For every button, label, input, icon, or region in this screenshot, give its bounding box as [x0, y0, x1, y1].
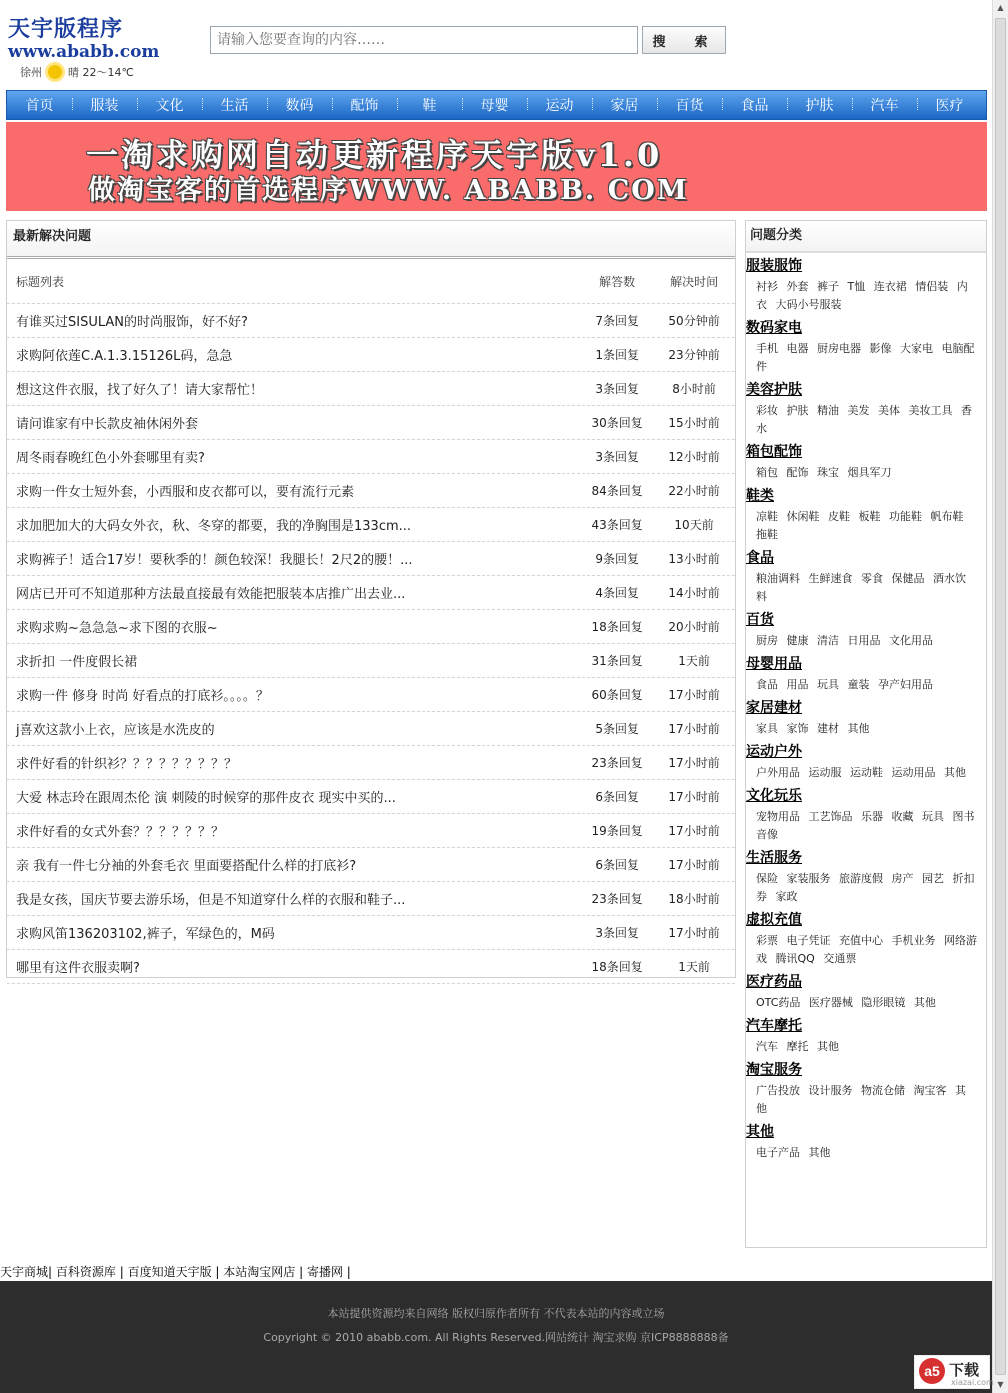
search-button[interactable]: 搜 索: [642, 26, 726, 54]
subcategory-link[interactable]: 园艺: [922, 872, 944, 885]
category-link[interactable]: 医疗药品: [746, 974, 802, 990]
reply-count: 9条回复: [595, 552, 639, 566]
category-link[interactable]: 食品: [746, 550, 774, 566]
subcategory-link[interactable]: 厨房: [756, 634, 778, 647]
question-row: [7, 780, 735, 814]
subcategory-link[interactable]: 外套: [786, 280, 809, 293]
subcategory-list: [746, 568, 986, 606]
question-row: [7, 440, 735, 474]
subcategory-link[interactable]: 淘宝客: [913, 1084, 947, 1097]
subcategory-link[interactable]: 房产: [891, 872, 914, 885]
subcategory-link[interactable]: 腾讯QQ: [775, 952, 815, 965]
reply-count: 6条回复: [595, 790, 639, 804]
resolved-time: 22小时前: [668, 484, 720, 498]
subcategory-link[interactable]: 文化用品: [889, 634, 933, 647]
subcategory-link[interactable]: 设计服务: [808, 1084, 853, 1097]
subcategory-link[interactable]: 食品: [756, 678, 778, 691]
subcategory-link[interactable]: 运动服: [808, 766, 842, 779]
promo-banner[interactable]: [6, 122, 987, 211]
resolved-time: 20小时前: [668, 620, 720, 634]
question-title-link[interactable]: 求件好看的针织衫？？？？？？？？？: [16, 757, 238, 772]
subcategory-link[interactable]: 彩票: [756, 934, 778, 947]
category-link[interactable]: 生活服务: [746, 850, 802, 866]
reply-count: 23条回复: [591, 892, 643, 906]
question-row: [7, 644, 735, 678]
subcategory-link[interactable]: 连衣裙: [873, 280, 907, 293]
panel-title: 最新解决问题: [7, 221, 735, 259]
subcategory-link[interactable]: 日用品: [847, 634, 881, 647]
footer-links: 天宇商城| 百科资源库 | 百度知道天宇版 | 本站淘宝网店 | 寄播网 |: [0, 1265, 351, 1279]
subcategory-link[interactable]: 户外用品: [756, 766, 800, 779]
reply-count: 4条回复: [595, 586, 639, 600]
footer-link[interactable]: 本站淘宝网店: [223, 1265, 296, 1279]
subcategory-list: [746, 1080, 986, 1118]
question-title-link[interactable]: j喜欢这款小上衣，应该是水洗皮的: [16, 723, 215, 738]
category-group: [746, 380, 986, 438]
vertical-scrollbar[interactable]: [992, 0, 1008, 1393]
scroll-down-arrow-icon[interactable]: ▼: [997, 1380, 1004, 1389]
nav-item[interactable]: 护肤: [787, 95, 852, 115]
category-link[interactable]: 母婴用品: [746, 656, 802, 672]
subcategory-list: [746, 630, 986, 650]
question-row: [7, 338, 735, 372]
resolved-time: 23分钟前: [668, 348, 720, 362]
question-row: [7, 678, 735, 712]
subcategory-link[interactable]: 功能鞋: [889, 510, 922, 523]
category-group: [746, 318, 986, 376]
subcategory-link[interactable]: 烟具军刀: [847, 466, 892, 479]
subcategory-link[interactable]: 医疗器械: [808, 996, 853, 1009]
category-link[interactable]: 鞋类: [746, 488, 774, 504]
category-group: [746, 910, 986, 968]
category-group: [746, 972, 986, 1012]
scroll-up-arrow-icon[interactable]: ▲: [997, 3, 1004, 12]
subcategory-link[interactable]: 手机业务: [891, 934, 936, 947]
subcategory-link[interactable]: 电器: [786, 342, 809, 355]
subcategory-link[interactable]: 大家电: [900, 342, 933, 355]
question-title-link[interactable]: 想这这件衣服，找了好久了！请大家帮忙！: [16, 383, 264, 398]
question-title-link[interactable]: 求购一件女士短外套，小西服和皮衣都可以，要有流行元素: [16, 485, 355, 500]
subcategory-link[interactable]: 厨房电器: [817, 342, 861, 355]
category-group: [746, 698, 986, 738]
footer-disclaimer: 本站提供资源均来自网络 版权归原作者所有 不代表本站的内容或立场: [327, 1307, 665, 1320]
subcategory-link[interactable]: 其他: [817, 1040, 839, 1053]
nav-item[interactable]: 家居: [592, 95, 657, 115]
category-group: [746, 1016, 986, 1056]
subcategory-link[interactable]: 物流仓储: [861, 1084, 905, 1097]
subcategory-list: [746, 276, 986, 314]
reply-count: 30条回复: [591, 416, 643, 430]
question-title-link[interactable]: 求购风笛136203102,裤子，军绿色的，M码: [16, 927, 275, 942]
weather-text: 晴 22～14℃: [68, 66, 134, 79]
subcategory-link[interactable]: 香水: [756, 404, 972, 435]
subcategory-link[interactable]: 保健品: [891, 572, 925, 585]
subcategory-link[interactable]: 美体: [878, 404, 900, 417]
footer-link[interactable]: 寄播网: [306, 1265, 343, 1279]
category-group: [746, 654, 986, 694]
footer-link[interactable]: 百度知道天宇版: [127, 1265, 212, 1279]
subcategory-link[interactable]: 休闲鞋: [786, 510, 820, 523]
subcategory-link[interactable]: 宠物用品: [756, 810, 800, 823]
subcategory-link[interactable]: 建材: [817, 722, 839, 735]
watermark-site: xiazai.com: [951, 1378, 994, 1387]
weather-widget: [20, 64, 134, 80]
subcategory-link[interactable]: 汽车: [756, 1040, 778, 1053]
question-title-link[interactable]: 有谁买过SISULAN的时尚服饰，好不好?: [16, 315, 248, 330]
subcategory-link[interactable]: 美发: [847, 404, 870, 417]
subcategory-link[interactable]: 工艺饰品: [808, 810, 853, 823]
footer-link[interactable]: 天宇商城: [0, 1265, 49, 1279]
logo-title: 天宇版程序: [8, 16, 124, 42]
subcategory-list: [746, 992, 986, 1012]
subcategory-list: [746, 868, 986, 906]
subcategory-link[interactable]: 运动用品: [891, 766, 936, 779]
category-sidebar: [745, 220, 987, 1248]
question-title-link[interactable]: 求购裤子！适合17岁！要秋季的！颜色较深！我腿长！2尺2的腰！...: [16, 553, 413, 568]
weather-city: 徐州: [20, 66, 42, 79]
category-group: [746, 848, 986, 906]
subcategory-link[interactable]: 大码小号服装: [775, 298, 842, 311]
subcategory-link[interactable]: 隐形眼镜: [861, 996, 906, 1009]
subcategory-link[interactable]: 玩具: [922, 810, 944, 823]
reply-count: 7条回复: [595, 314, 639, 328]
search-input[interactable]: [210, 26, 638, 54]
reply-count: 43条回复: [591, 518, 643, 532]
question-row: [7, 372, 735, 406]
resolved-time: 17小时前: [668, 722, 720, 736]
category-group: [746, 786, 986, 844]
category-link[interactable]: 淘宝服务: [746, 1062, 802, 1078]
question-title-link[interactable]: 求购一件 修身 时尚 好看点的打底衫。。。。？: [16, 689, 269, 704]
list-header: [7, 259, 735, 304]
subcategory-link[interactable]: 旅游度假: [839, 872, 883, 885]
resolved-time: 18小时前: [668, 892, 720, 906]
question-title-link[interactable]: 我是女孩，国庆节要去游乐场，但是不知道穿什么样的衣服和鞋子...: [16, 893, 406, 908]
subcategory-link[interactable]: 配饰: [786, 466, 809, 479]
subcategory-list: [746, 400, 986, 438]
reply-count: 84条回复: [591, 484, 643, 498]
category-link[interactable]: 家居建材: [746, 700, 802, 716]
category-link[interactable]: 服装服饰: [746, 258, 802, 274]
question-list: [7, 304, 735, 984]
subcategory-link[interactable]: 裤子: [817, 280, 839, 293]
subcategory-link[interactable]: 拖鞋: [756, 528, 778, 541]
subcategory-link[interactable]: 清洁: [817, 634, 839, 647]
category-group: [746, 256, 986, 314]
resolved-time: 17小时前: [668, 756, 720, 770]
question-row: [7, 950, 735, 984]
question-row: [7, 406, 735, 440]
subcategory-link[interactable]: 其他: [756, 1084, 966, 1115]
footer-copyright: Copyright © 2010 ababb.com. All Rights Reserved.网站统计 淘宝求购 京ICP8888888备: [263, 1331, 729, 1344]
question-title-link[interactable]: 亲 我有一件七分袖的外套毛衣 里面要搭配什么样的打底衫?: [16, 859, 357, 874]
subcategory-link[interactable]: 健康: [786, 634, 809, 647]
subcategory-link[interactable]: 玩具: [817, 678, 839, 691]
latest-questions-panel: [6, 220, 736, 978]
reply-count: 1条回复: [595, 348, 639, 362]
reply-count: 23条回复: [591, 756, 643, 770]
subcategory-link[interactable]: 折扣券: [756, 872, 975, 903]
a5-logo-icon: a5: [919, 1358, 945, 1384]
question-title-link[interactable]: 请问谁家有中长款皮袖休闲外套: [16, 417, 199, 432]
subcategory-link[interactable]: 精油: [817, 404, 839, 417]
category-link[interactable]: 其他: [746, 1124, 774, 1140]
subcategory-link[interactable]: 彩妆: [756, 404, 778, 417]
subcategory-link[interactable]: 凉鞋: [756, 510, 778, 523]
subcategory-link[interactable]: 珠宝: [817, 466, 839, 479]
subcategory-link[interactable]: 其他: [913, 996, 936, 1009]
resolved-time: 15小时前: [668, 416, 720, 430]
question-title-link[interactable]: 求加肥加大的大码女外衣，秋、冬穿的都要，我的净胸围是133cm...: [16, 519, 412, 534]
reply-count: 6条回复: [595, 858, 639, 872]
subcategory-link[interactable]: 网络游戏: [756, 934, 977, 965]
question-row: [7, 848, 735, 882]
resolved-time: 50分钟前: [668, 314, 720, 328]
subcategory-list: [746, 718, 986, 738]
category-group: [746, 1122, 986, 1162]
question-row: [7, 916, 735, 950]
question-row: [7, 610, 735, 644]
subcategory-list: [746, 1142, 986, 1162]
subcategory-list: [746, 338, 986, 376]
watermark-label: 下载: [949, 1361, 980, 1379]
category-group: [746, 610, 986, 650]
resolved-time: 13小时前: [668, 552, 720, 566]
nav-item[interactable]: 首页: [25, 98, 54, 114]
question-title-link[interactable]: 求购求购~急急急~求下图的衣服~: [16, 621, 218, 636]
nav-item[interactable]: 配饰: [332, 95, 397, 115]
logo-url: www.ababb.com: [8, 42, 160, 62]
footer-link[interactable]: 百科资源库: [55, 1265, 116, 1279]
nav-item[interactable]: 数码: [267, 95, 332, 115]
subcategory-link[interactable]: 手机: [756, 342, 778, 355]
subcategory-link[interactable]: 电脑配件: [756, 342, 975, 373]
subcategory-link[interactable]: 电子凭证: [786, 934, 831, 947]
question-row: [7, 576, 735, 610]
subcategory-link[interactable]: OTC药品: [756, 996, 801, 1009]
subcategory-link[interactable]: 生鲜速食: [808, 572, 853, 585]
subcategory-link[interactable]: 用品: [786, 678, 809, 691]
reply-count: 5条回复: [595, 722, 639, 736]
subcategory-link[interactable]: 零食: [861, 572, 883, 585]
subcategory-list: [746, 806, 986, 844]
question-row: [7, 882, 735, 916]
nav-item[interactable]: 医疗: [917, 95, 982, 115]
question-title-link[interactable]: 求折扣 一件度假长裙: [16, 655, 138, 670]
resolved-time: 1天前: [678, 960, 710, 974]
banner-headline: 一淘求购网自动更新程序天宇版v1.0: [86, 136, 663, 174]
nav-item[interactable]: 汽车: [852, 95, 917, 115]
subcategory-link[interactable]: 美妆工具: [908, 404, 953, 417]
resolved-time: 14小时前: [668, 586, 720, 600]
subcategory-link[interactable]: 影像: [869, 342, 892, 355]
col-time-header: 解决时间: [670, 274, 719, 289]
nav-item[interactable]: 母婴: [462, 95, 527, 115]
category-link[interactable]: 运动户外: [746, 744, 802, 760]
watermark-logo: [914, 1355, 994, 1389]
subcategory-list: [746, 462, 986, 482]
subcategory-link[interactable]: 图书音像: [756, 810, 975, 841]
category-group: [746, 548, 986, 606]
category-list: [746, 256, 986, 1162]
resolved-time: 17小时前: [668, 790, 720, 804]
subcategory-link[interactable]: 粮油调料: [756, 572, 800, 585]
resolved-time: 17小时前: [668, 824, 720, 838]
subcategory-link[interactable]: 乐器: [861, 810, 883, 823]
subcategory-link[interactable]: 箱包: [756, 466, 778, 479]
subcategory-link[interactable]: 其他: [944, 766, 966, 779]
nav-item[interactable]: 鞋: [397, 95, 462, 115]
subcategory-link[interactable]: 充值中心: [839, 934, 883, 947]
category-link[interactable]: 美容护肤: [746, 382, 802, 398]
banner-subline: 做淘宝客的首选程序WWW. ABABB. COM: [88, 175, 689, 206]
question-title-link[interactable]: 哪里有这件衣服卖啊?: [16, 961, 140, 976]
reply-count: 18条回复: [591, 620, 643, 634]
subcategory-link[interactable]: T恤: [847, 280, 866, 293]
reply-count: 3条回复: [595, 382, 639, 396]
resolved-time: 1天前: [678, 654, 710, 668]
nav-item[interactable]: 文化: [137, 95, 202, 115]
sun-icon: [48, 65, 62, 79]
nav-item[interactable]: 服装: [72, 95, 137, 115]
subcategory-link[interactable]: 家具: [756, 722, 778, 735]
subcategory-link[interactable]: 电子产品: [756, 1146, 800, 1159]
question-title-link[interactable]: 大爱 林志玲在跟周杰伦 演 刺陵的时候穿的那件皮衣 现实中买的...: [16, 791, 396, 806]
subcategory-link[interactable]: 情侣装: [915, 280, 949, 293]
question-row: [7, 508, 735, 542]
nav-item[interactable]: 食品: [722, 95, 787, 115]
subcategory-list: [746, 930, 986, 968]
subcategory-link[interactable]: 其他: [847, 722, 870, 735]
main-nav: [6, 90, 987, 120]
category-group: [746, 1060, 986, 1118]
question-row: [7, 474, 735, 508]
subcategory-link[interactable]: 摩托: [786, 1040, 809, 1053]
subcategory-link[interactable]: 皮鞋: [828, 510, 850, 523]
subcategory-link[interactable]: 帆布鞋: [930, 510, 964, 523]
question-title-link[interactable]: 周冬雨春晚红色小外套哪里有卖?: [16, 451, 205, 466]
category-link[interactable]: 数码家电: [746, 320, 802, 336]
question-title-link[interactable]: 求件好看的女式外套？？？？？？？: [16, 825, 225, 840]
category-group: [746, 486, 986, 544]
category-link[interactable]: 汽车摩托: [746, 1018, 802, 1034]
reply-count: 19条回复: [591, 824, 643, 838]
reply-count: 31条回复: [591, 654, 643, 668]
resolved-time: 8小时前: [672, 382, 716, 396]
subcategory-link[interactable]: 家饰: [786, 722, 809, 735]
subcategory-link[interactable]: 板鞋: [858, 510, 881, 523]
subcategory-link[interactable]: 内衣: [756, 280, 968, 311]
resolved-time: 17小时前: [668, 858, 720, 872]
subcategory-link[interactable]: 家装服务: [786, 872, 831, 885]
nav-item[interactable]: 百货: [657, 95, 722, 115]
sidebar-title: 问题分类: [746, 221, 986, 253]
resolved-time: 17小时前: [668, 688, 720, 702]
question-row: [7, 814, 735, 848]
subcategory-link[interactable]: 交通票: [823, 952, 857, 965]
subcategory-link[interactable]: 护肤: [786, 404, 809, 417]
category-group: [746, 742, 986, 782]
subcategory-list: [746, 1036, 986, 1056]
question-title-link[interactable]: 网店已开可不知道那种方法最直接最有效能把服装本店推广出去业...: [16, 587, 406, 602]
reply-count: 3条回复: [595, 926, 639, 940]
scroll-thumb[interactable]: [995, 18, 1006, 1375]
subcategory-link[interactable]: 保险: [756, 872, 778, 885]
subcategory-link[interactable]: 衬衫: [756, 280, 778, 293]
resolved-time: 12小时前: [668, 450, 720, 464]
subcategory-link[interactable]: 孕产妇用品: [878, 678, 933, 691]
resolved-time: 17小时前: [668, 926, 720, 940]
subcategory-link[interactable]: 运动鞋: [850, 766, 883, 779]
question-row: [7, 542, 735, 576]
subcategory-list: [746, 762, 986, 782]
question-row: [7, 712, 735, 746]
question-title-link[interactable]: 求购阿依莲C.A.1.3.15126L码，急急: [16, 349, 233, 364]
category-link[interactable]: 箱包配饰: [746, 444, 802, 460]
question-row: [7, 304, 735, 338]
reply-count: 3条回复: [595, 450, 639, 464]
category-link[interactable]: 百货: [746, 612, 774, 628]
subcategory-link[interactable]: 酒水饮料: [756, 572, 966, 603]
category-link[interactable]: 虚拟充值: [746, 912, 802, 928]
col-count-header: 解答数: [599, 274, 636, 289]
subcategory-link[interactable]: 家政: [775, 890, 798, 903]
subcategory-link[interactable]: 其他: [808, 1146, 831, 1159]
subcategory-list: [746, 506, 986, 544]
reply-count: 60条回复: [591, 688, 643, 702]
nav-item[interactable]: 运动: [527, 95, 592, 115]
reply-count: 18条回复: [591, 960, 643, 974]
category-link[interactable]: 文化玩乐: [746, 788, 802, 804]
nav-item[interactable]: 生活: [202, 95, 267, 115]
col-title-header: 标题列表: [16, 274, 65, 289]
subcategory-link[interactable]: 收藏: [891, 810, 914, 823]
subcategory-link[interactable]: 童装: [847, 678, 870, 691]
category-group: [746, 442, 986, 482]
resolved-time: 10天前: [674, 518, 714, 532]
question-row: [7, 746, 735, 780]
footer: [0, 1281, 992, 1393]
subcategory-list: [746, 674, 986, 694]
subcategory-link[interactable]: 广告投放: [756, 1084, 800, 1097]
